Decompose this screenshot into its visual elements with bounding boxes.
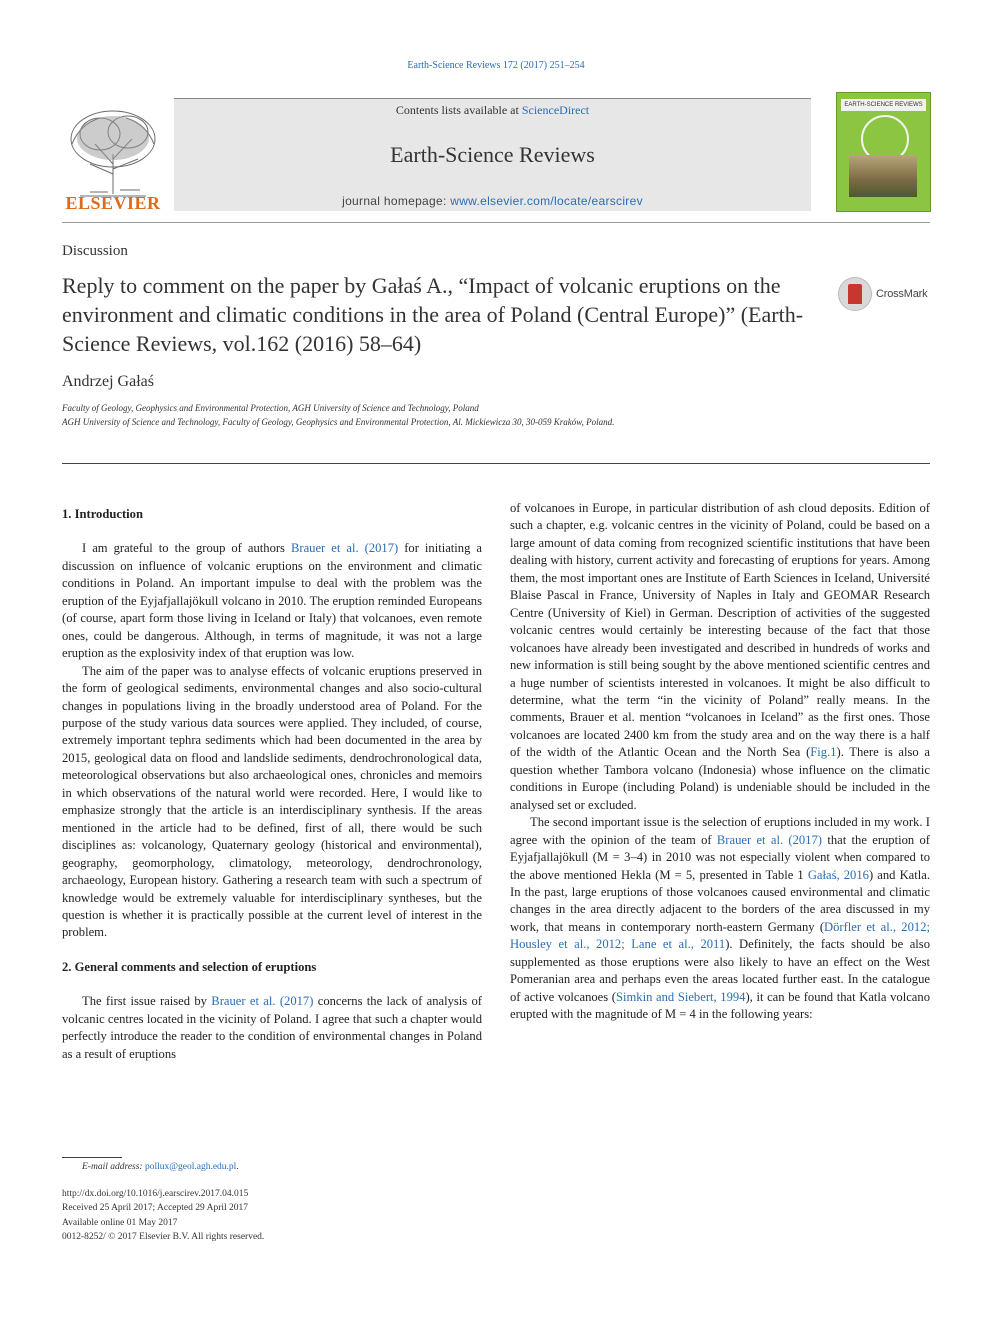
citation-link[interactable]: Gałaś, 2016 (807, 867, 869, 882)
copyright-notice: 0012-8252/ © 2017 Elsevier B.V. All rights reserved. (62, 1232, 265, 1242)
journal-homepage: journal homepage: www.elsevier.com/locate/earscirev (342, 194, 643, 208)
cover-title: EARTH-SCIENCE REVIEWS (841, 99, 926, 111)
crossmark-button[interactable] (838, 277, 933, 313)
figure-link[interactable]: Fig.1 (810, 745, 837, 760)
article-type: Discussion (62, 243, 128, 259)
citation-link[interactable]: Brauer et al. (2017) (290, 541, 399, 556)
journal-header (174, 98, 811, 211)
email-link[interactable]: pollux@geol.agh.edu.pl (144, 1162, 237, 1172)
paragraph: of volcanoes in Europe, in particular distribution of ash cloud deposits. Edition of such a chapter, e.g. volcanic centres in the vicinity of Poland, could be based on a large amount of data coming from recognized scientific institutions that have been dealing with history, current activity and forecasting of eruptions for years. Among them, the most important ones are Institute of Earth Sciences in Iceland, Université Blaise Pascal in France, University of Naples in Italy and GEOMAR Research Centre (University of Kiel) in German. Description of activities of the suggested volcanic centres would certainly be interesting because of the fact that those volcanoes have already been investigated and described in hundreds of works and new information is still being sought by the above mentioned scientific centres and a huge number of scientists interested in volcanoes. It might be also difficult to determine, what the term “in the vicinity of Poland” really means. In the comments, Brauer et al. mention “volcanoes in Iceland” as the first ones. Those volcanoes are located 2400 km from the study area and on the way there is a half of the width of the Atlantic Ocean and the North Sea (Fig.1). There is also a question whether Tambora volcano (Indonesia) whose influence on the climatic conditions in Europe (including Poland) is undeniable should be included in the analysed set or excluded. (510, 501, 930, 812)
homepage-link[interactable]: www.elsevier.com/locate/earscirev (450, 194, 643, 208)
paragraph: I am grateful to the group of authors Brauer et al. (2017) for initiating a discussion on influence of volcanic eruptions on the environment and climatic conditions in Poland. An important impulse to deal with the problem was the eruption of the Eyjafjallajökull volcano in 2010. The eruption reminded Europeans (of course, apart form those living in Iceland or Italy) that volcanoes, even remote ones, could be dangerous. Although, in terms of magnitude, it was not a large eruption as the explosivity index of that eruption was low. (62, 541, 482, 661)
received-dates: Received 25 April 2017; Accepted 29 April 2017 (62, 1203, 249, 1213)
citation-link[interactable]: Brauer et al. (2017) (211, 994, 314, 1009)
affiliation-1: Faculty of Geology, Geophysics and Environmental Protection, AGH University of Science and Technology, Poland (62, 403, 479, 413)
section-heading-introduction: 1. Introduction (62, 507, 143, 521)
paragraph: The second important issue is the selection of eruptions included in my work. I agree with the opinion of the team of Brauer et al. (2017) that the eruption of Eyjafjallajökull (M = 3–4) in 2010 was not especially violent when compared to the above mentioned Hekla (M = 5, presented in Table 1 Gałaś, 2016) and Katla. In the past, large eruptions of those volcanoes caused environmental and climatic changes in the area directly adjacent to the borders of the area discussed in my work, that means in contemporary north-eastern Germany (Dörfler et al., 2012; Housley et al., 2012; Lane et al., 2011). Definitely, the facts should be also supplemented as those eruptions were also likely to have an effect on the West Pomeranian area and perhaps even the areas located further east. In the catalogue of active volcanoes (Simkin and Siebert, 1994), it can be found that Katla volcano erupted with the magnitude of M = 4 in the following years: (510, 815, 931, 1022)
cover-photo (849, 155, 917, 197)
citation-link[interactable]: Brauer et al. (2017) (716, 832, 823, 847)
section-heading-general-comments: 2. General comments and selection of eruptions (62, 959, 317, 974)
author-email-footnote: E-mail address: pollux@geol.agh.edu.pl. (82, 1162, 239, 1172)
doi-link[interactable]: http://dx.doi.org/10.1016/j.earscirev.2017.04.015 (62, 1189, 249, 1199)
journal-cover-thumbnail[interactable] (836, 92, 931, 212)
online-date: Available online 01 May 2017 (62, 1218, 178, 1228)
paragraph: The aim of the paper was to analyse effects of volcanic eruptions preserved in the form of geological sediments, environmental changes and also socio-cultural changes in populations living in the broadly understood area of Poland. For the purpose of the study various data sources were applied. They included, of course, extremely important tephra sediments which had been documented in the area by 2015, geological data on flood and landslide sediments, dendrochronological data, meteorological observations but also archaeological ones, chronicles and memoirs in which observations of the natural world were recorded. Here, I would like to emphasize strongly that the article is an interdisciplinary synthesis. If the areas mentioned in the article had to be defined, first of all, there would be such disciplines as: volcanology, Quaternary geology (historical and environmental), geography, geomorphology, climatology, meteorology, dendrochronology, archaeology, European history. Gathering a research team with such a spectrum of knowledge would be extremely valuable for interdisciplinary syntheses, but the question is whether it is practically possible at the current level of interest in the problem. (62, 663, 482, 940)
citation-link[interactable]: Simkin and Siebert, 1994 (616, 989, 746, 1004)
affiliation-2: AGH University of Science and Technology, Faculty of Geology, Geophysics and Environmental Protection, Al. Mickiewicza 30, 30-059 Kraków, Poland. (62, 417, 615, 427)
right-column (510, 500, 930, 1024)
footnote-divider (62, 1157, 122, 1158)
crossmark-icon (838, 277, 872, 311)
citation-link[interactable]: Dörfler et al., 2012; Housley et al., 2012; Lane et al., 2011 (510, 919, 930, 952)
sciencedirect-link[interactable]: ScienceDirect (521, 103, 590, 117)
crossmark-label: CrossMark (876, 288, 928, 300)
journal-reference[interactable]: Earth-Science Reviews 172 (2017) 251–254 (407, 60, 585, 71)
left-column (62, 500, 482, 1063)
paragraph: The first issue raised by Brauer et al. (2017) concerns the lack of analysis of volcanic centres located in the vicinity of Poland. I agree that such a chapter would perfectly introduce the reader to the condition of environmental changes in Poland as a result of eruptions (62, 994, 482, 1061)
journal-title: Earth-Science Reviews (390, 142, 595, 167)
article-title: Reply to comment on the paper by Gałaś A., “Impact of volcanic eruptions on the environment and climatic conditions in the area of Poland (Central Europe)” (Earth-Science Reviews, vol.162 (2016) 58–64) (62, 273, 804, 356)
header-divider (62, 222, 930, 223)
elsevier-wordmark: ELSEVIER (65, 193, 161, 213)
author-name[interactable]: Andrzej Gałaś (62, 373, 154, 390)
section-divider (62, 463, 930, 464)
contents-line: Contents lists available at ScienceDirect (395, 103, 590, 117)
